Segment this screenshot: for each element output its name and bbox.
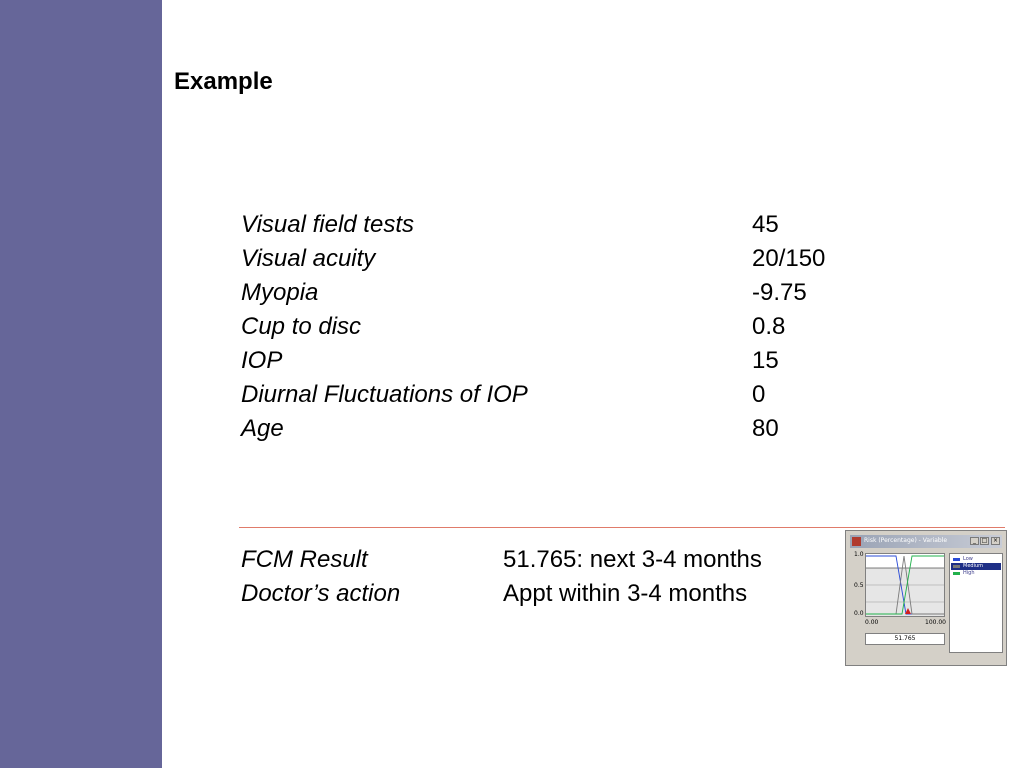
membership-plot (865, 553, 945, 617)
legend-item-high[interactable] (951, 570, 1001, 577)
mini-window-title: Risk (Percentage) - Variable (864, 537, 948, 544)
parameter-label: Myopia (241, 279, 319, 306)
app-icon (852, 537, 861, 546)
maximize-button[interactable]: □ (981, 537, 988, 544)
result-value: 51.765: next 3-4 months (503, 546, 762, 573)
mini-titlebar (850, 535, 1002, 548)
legend-label: High (963, 570, 975, 576)
x-tick-label: 100.00 (925, 619, 946, 626)
close-button[interactable]: × (992, 537, 999, 544)
parameter-value: 0.8 (752, 313, 786, 340)
y-tick-label: 0.5 (854, 582, 864, 589)
y-tick-label: 0.0 (854, 610, 864, 617)
parameter-label: IOP (241, 347, 283, 374)
value-readout: 51.765 (865, 633, 945, 645)
parameter-value: 15 (752, 347, 779, 374)
result-value: Appt within 3-4 months (503, 580, 748, 607)
legend-item-medium[interactable] (951, 563, 1001, 570)
membership-curves (866, 554, 944, 616)
legend-label: Medium (963, 563, 983, 569)
legend-label: Low (963, 556, 973, 562)
slide-title: Example (174, 68, 273, 95)
parameter-value: -9.75 (752, 279, 807, 306)
sidebar-band (0, 0, 162, 768)
minimize-button[interactable]: _ (970, 537, 979, 545)
section-divider (239, 527, 1005, 528)
parameter-label: Diurnal Fluctuations of IOP (241, 381, 528, 408)
parameter-value: 80 (752, 415, 779, 442)
parameter-label: Age (241, 415, 284, 442)
result-label: FCM Result (241, 546, 368, 573)
parameter-label: Visual acuity (241, 245, 376, 272)
parameter-value: 45 (752, 211, 779, 238)
y-tick-label: 1.0 (854, 551, 864, 558)
result-label: Doctor’s action (241, 580, 401, 607)
parameter-value: 0 (752, 381, 766, 408)
parameter-value: 20/150 (752, 245, 826, 272)
parameter-label: Cup to disc (241, 313, 362, 340)
variable-window-screenshot (845, 530, 1007, 666)
parameter-label: Visual field tests (241, 211, 414, 238)
legend-swatch (953, 558, 960, 561)
x-tick-label: 0.00 (865, 619, 879, 626)
term-legend (949, 553, 1003, 653)
legend-swatch (953, 572, 960, 575)
legend-item-low[interactable] (951, 556, 1001, 563)
legend-swatch (953, 565, 960, 568)
